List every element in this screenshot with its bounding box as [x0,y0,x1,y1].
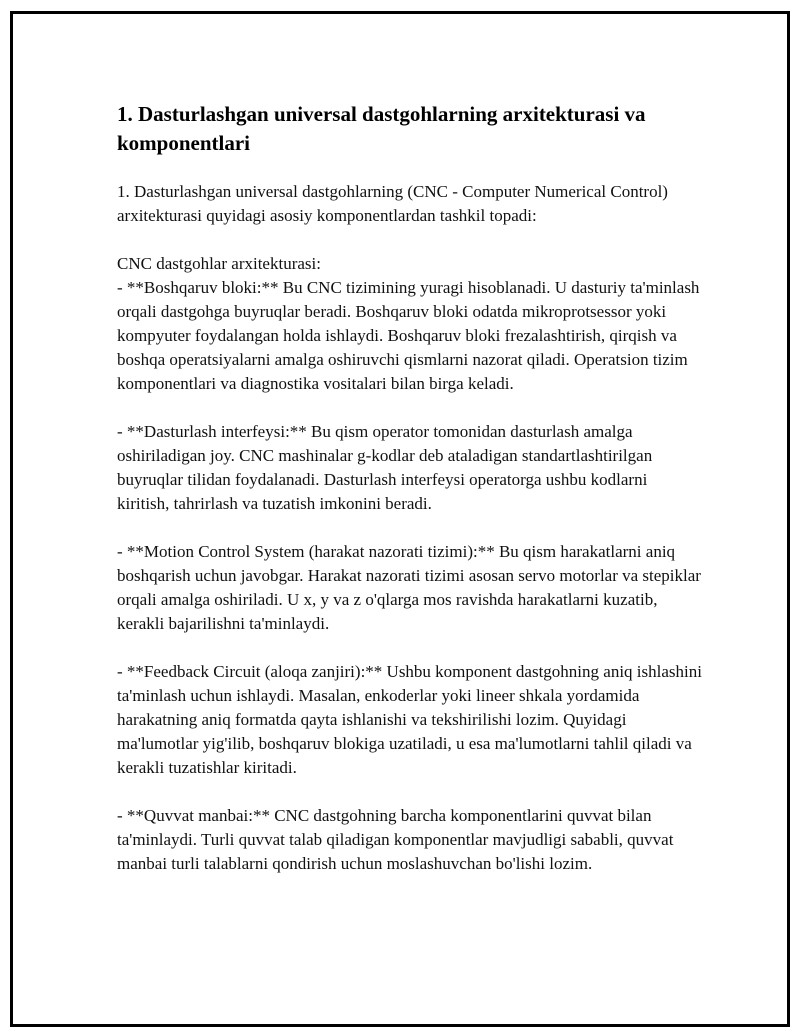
component-item-control-unit: - **Boshqaruv bloki:** Bu CNC tizimining yuragi hisoblanadi. U dasturiy ta'minlash orqali dastgohga buyruqlar beradi. Boshqaruv bloki odatda mikroprotsessor yoki kompyuter foydalangan holda ishlaydi. Boshqaruv bloki frezalashtirish, qirqish va boshqa operatsiyalarni amalga oshiruvchi qismlarni nazorat qiladi. Operatsion tizim komponentlari va diagnostika vositalari bilan birga keladi. [117,278,700,393]
section-heading: CNC dastgohlar arxitekturasi: [117,254,321,273]
document-title: 1. Dasturlashgan universal dastgohlarning arxitekturasi va komponentlari [117,102,646,155]
component-item-motion-control: - **Motion Control System (harakat nazorati tizimi):** Bu qism harakatlarni aniq boshqarish uchun javobgar. Harakat nazorati tizimi asosan servo motorlar va stepiklar orqali amalga oshiriladi. U x, y va z o'qlarga mos ravishda harakatlarni kuzatib, kerakli bajarilishni ta'minlaydi. [117,542,701,633]
document-body [117,100,702,900]
intro-paragraph: 1. Dasturlashgan universal dastgohlarning (CNC - Computer Numerical Control) arxitekturasi quyidagi asosiy komponentlardan tashkil topadi: [117,182,668,225]
component-item-feedback-circuit: - **Feedback Circuit (aloqa zanjiri):** Ushbu komponent dastgohning aniq ishlashini ta'minlash uchun ishlaydi. Masalan, enkoderlar yoki lineer shkala yordamida harakatning aniq formatda qayta ishlanishi va tekshirilishi lozim. Quyidagi ma'lumotlar yig'ilib, boshqaruv blokiga uzatiladi, u esa ma'lumotlarni tahlil qiladi va kerakli tuzatishlar kiritadi. [117,662,702,777]
component-item-programming-interface: - **Dasturlash interfeysi:** Bu qism operator tomonidan dasturlash amalga oshiriladigan joy. CNC mashinalar g-kodlar deb ataladigan standartlashtirilgan buyruqlar tilidan foydalanadi. Dasturlash interfeysi operatorga ushbu kodlarni kiritish, tahrirlash va tuzatish imkonini beradi. [117,422,653,513]
component-item-power-supply: - **Quvvat manbai:** CNC dastgohning barcha komponentlarini quvvat bilan ta'minlaydi. Turli quvvat talab qiladigan komponentlar mavjudligi sababli, quvvat manbai turli talablarni qondirish uchun moslashuvchan bo'lishi lozim. [117,806,674,873]
page-frame [10,11,790,1027]
